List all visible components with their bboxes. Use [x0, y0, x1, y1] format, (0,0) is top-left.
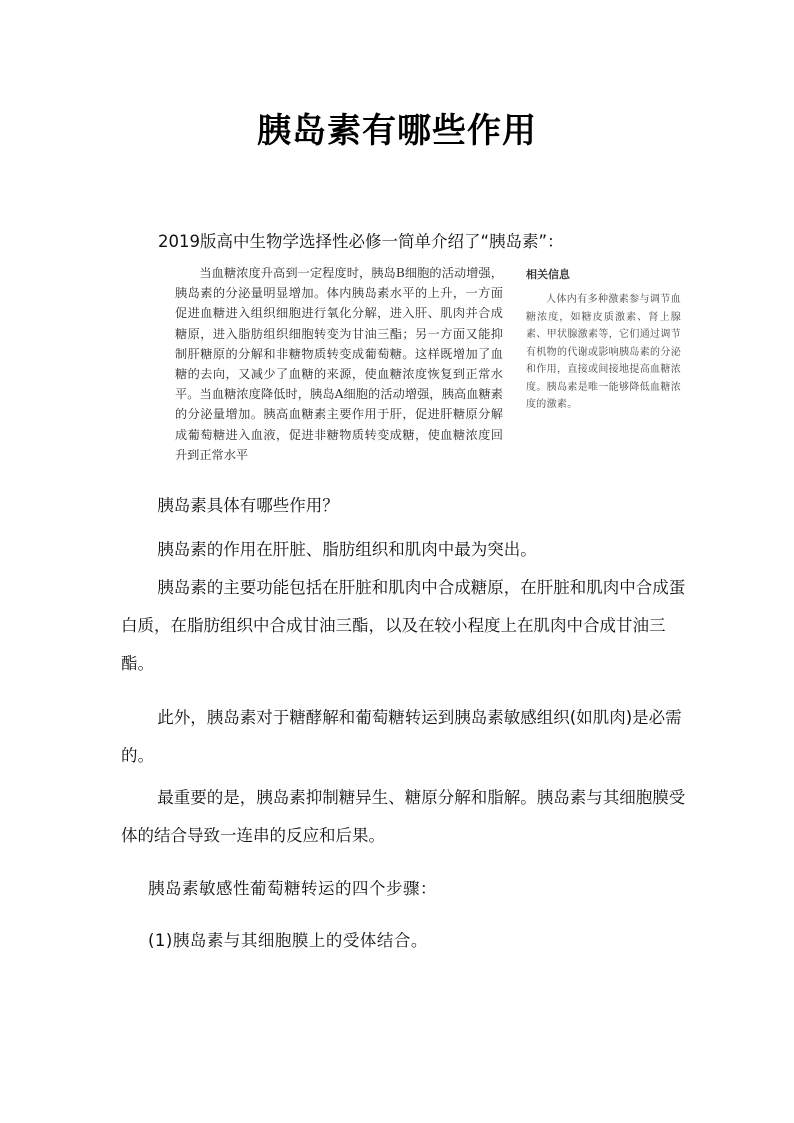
intro-paragraph: 2019版高中生物学选择性必修一简单介绍了“胰岛素”：: [158, 232, 564, 251]
paragraph-main-functions: 胰岛素的主要功能包括在肝脏和肌肉中合成糖原，在肝脏和肌肉中合成蛋白质，在脂肪组织中合成甘油三酯，以及在较小程度上在肌肉中合成甘油三酯。: [121, 578, 686, 673]
step-item: (1)胰岛素与其细胞膜上的受体结合。: [148, 931, 428, 950]
document-title: 胰岛素有哪些作用: [257, 111, 537, 151]
paragraph-main-sites: 胰岛素的作用在肝脏、脂肪组织和肌肉中最为突出。: [157, 540, 537, 559]
paragraph-question: 胰岛素具体有哪些作用？: [157, 496, 339, 515]
related-info-box: [526, 263, 681, 414]
related-info-title: 相关信息: [526, 268, 570, 281]
paragraph-glycolysis: 此外，胰岛素对于糖酵解和葡萄糖转运到胰岛素敏感组织(如肌肉)是必需的。: [121, 708, 682, 765]
paragraph-inhibition: 最重要的是，胰岛素抑制糖异生、糖原分解和脂解。胰岛素与其细胞膜受体的结合导致一连串的反应和后果。: [121, 788, 686, 845]
steps-heading: 胰岛素敏感性葡萄糖转运的四个步骤：: [148, 879, 437, 898]
related-info-text: 人体内有多种激素参与调节血糖浓度，如糖皮质激素、肾上腺素、甲状腺激素等，它们通过调节有机物的代谢或影响胰岛素的分泌和作用，直接或间接地提高血糖浓度。胰岛素是唯一能够降低血糖浓度的激素。: [526, 294, 681, 410]
excerpt-main-text: 当血糖浓度升高到一定程度时，胰岛B细胞的活动增强，胰岛素的分泌量明显增加。体内胰岛素水平的上升，一方面促进血糖进入组织细胞进行氧化分解，进入肝、肌肉并合成糖原，进入脂肪组织细胞转变为甘油三酯；另一方面又能抑制肝糖原的分解和非糖物质转变成葡萄糖。这样既增加了血糖的去向，又减少了血糖的来源，使血糖浓度恢复到正常水平。当血糖浓度降低时，胰岛A细胞的活动增强，胰高血糖素的分泌量增加。胰高血糖素主要作用于肝，促进肝糖原分解成葡萄糖进入血液，促进非糖物质转变成糖，使血糖浓度回升到正常水平: [175, 266, 503, 462]
textbook-excerpt-image: [175, 263, 695, 468]
